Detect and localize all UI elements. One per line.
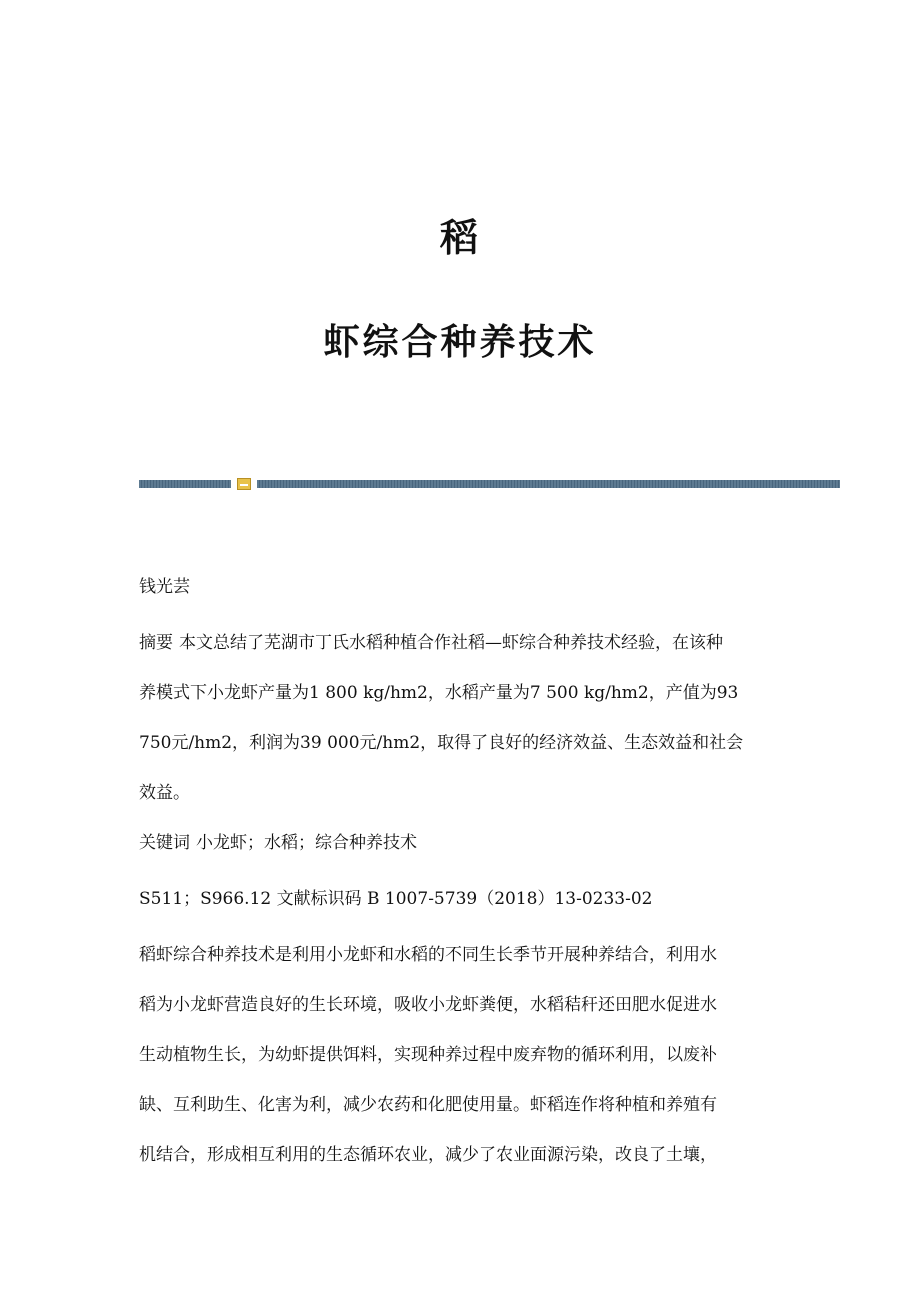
abstract-text-line: 本文总结了芜湖市丁氏水稻种植合作社稻—虾综合种养技术经验，在该种 — [179, 633, 723, 653]
divider-right-bar — [257, 480, 840, 488]
title-line-2: 虾综合种养技术 — [323, 321, 597, 363]
author-name: 钱光芸 — [139, 577, 190, 597]
classification-line: S511；S966.12 文献标识码 B 1007-5739（2018）13-0233-02 — [139, 889, 653, 909]
body-line-5: 机结合，形成相互利用的生态循环农业，减少了农业面源污染，改良了土壤， — [139, 1145, 717, 1165]
abstract-line-3: 750元/hm2，利润为39 000元/hm2，取得了良好的经济效益、生态效益和社会 — [139, 733, 744, 753]
abstract-label: 摘要 — [139, 633, 173, 653]
body-line-3: 生动植物生长，为幼虾提供饵料，实现种养过程中废弃物的循环利用，以废补 — [139, 1045, 717, 1065]
keywords-line — [139, 829, 783, 857]
divider-marker-icon — [237, 478, 251, 490]
abstract-line-2: 养模式下小龙虾产量为1 800 kg/hm2，水稻产量为7 500 kg/hm2，产值为93 — [139, 683, 739, 703]
classification-paragraph — [139, 885, 783, 913]
title-line-1: 稻 — [439, 215, 480, 260]
abstract-paragraph — [139, 629, 783, 829]
body-line-4: 缺、互利助生、化害为利，减少农药和化肥使用量。虾稻连作将种植和养殖有 — [139, 1095, 717, 1115]
divider-left-bar — [139, 480, 231, 488]
body-paragraph — [139, 941, 783, 1191]
body-line-1: 稻虾综合种养技术是利用小龙虾和水稻的不同生长季节开展种养结合，利用水 — [139, 945, 717, 965]
decorative-divider — [139, 478, 840, 490]
keywords-paragraph — [139, 829, 783, 857]
keywords-text: 小龙虾；水稻；综合种养技术 — [196, 833, 417, 853]
keywords-label: 关键词 — [139, 833, 190, 853]
body-line-2: 稻为小龙虾营造良好的生长环境，吸收小龙虾粪便，水稻秸秆还田肥水促进水 — [139, 995, 717, 1015]
abstract-line-1 — [139, 629, 783, 679]
abstract-line-4: 效益。 — [139, 783, 190, 803]
